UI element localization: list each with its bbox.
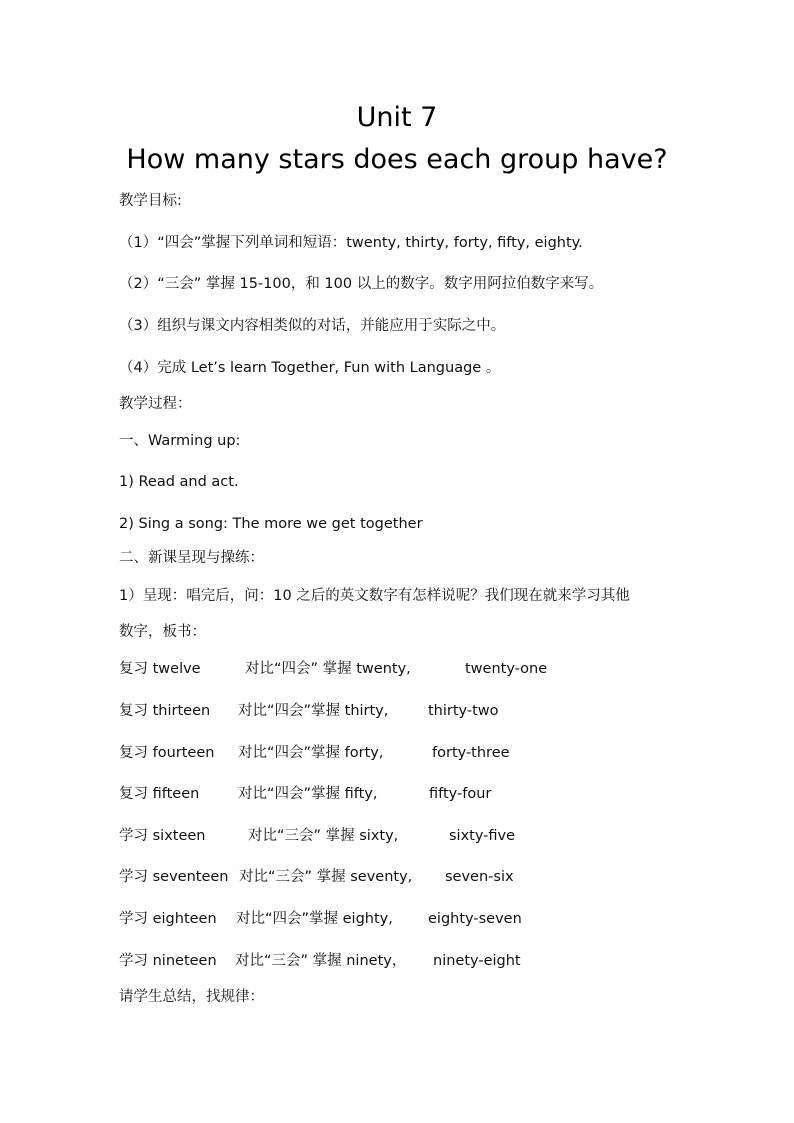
warmup-step: 2) Sing a song: The more we get together <box>119 516 423 532</box>
objective-item: （1）“四会”掌握下列单词和短语：twenty, thirty, forty, fifty, eighty. <box>119 235 583 251</box>
warmup-heading: 一、Warming up: <box>119 433 241 449</box>
board-compare-word: 对比“四会”掌握 fifty, <box>238 786 378 802</box>
board-compare-word: 对比“三会” 掌握 ninety， <box>235 953 407 969</box>
board-compound-number: thirty-two <box>428 703 499 719</box>
board-compound-number: ninety-eight <box>433 953 521 969</box>
board-review-word: 复习 twelve <box>119 661 201 677</box>
board-review-word: 复习 thirteen <box>119 703 211 719</box>
board-review-word: 复习 fifteen <box>119 786 200 802</box>
presentation-paragraph: 数字，板书： <box>119 624 206 640</box>
board-compound-number: forty-three <box>432 745 510 761</box>
objective-item: （4）完成 Let’s learn Together, Fun with Language 。 <box>119 360 501 376</box>
objectives-heading: 教学目标: <box>119 193 182 209</box>
board-compound-number: sixty-five <box>449 828 516 844</box>
board-learn-word: 学习 nineteen <box>119 953 217 969</box>
board-compare-word: 对比“四会”掌握 forty, <box>238 745 384 761</box>
board-compare-word: 对比“三会” 掌握 sixty, <box>248 828 399 844</box>
board-learn-word: 学习 eighteen <box>119 911 217 927</box>
board-compare-word: 对比“四会” 掌握 twenty, <box>245 661 411 677</box>
board-compare-word: 对比“三会” 掌握 seventy, <box>239 869 413 885</box>
objective-item: （2）“三会” 掌握 15-100，和 100 以上的数字。数字用阿拉伯数字来写。 <box>119 276 604 292</box>
board-compare-word: 对比“四会”掌握 thirty, <box>238 703 389 719</box>
lesson-title: How many stars does each group have? <box>126 144 668 175</box>
board-learn-word: 学习 sixteen <box>119 828 206 844</box>
board-learn-word: 学习 seventeen <box>119 869 229 885</box>
unit-title: Unit 7 <box>356 102 438 133</box>
board-compound-number: seven-six <box>445 869 514 885</box>
board-compare-word: 对比“四会”掌握 eighty, <box>236 911 393 927</box>
summary-prompt: 请学生总结，找规律： <box>119 989 264 1005</box>
process-heading: 教学过程： <box>119 396 192 412</box>
presentation-paragraph: 1）呈现：唱完后，问：10 之后的英文数字有怎样说呢？我们现在就来学习其他 <box>119 588 630 604</box>
board-compound-number: twenty-one <box>465 661 548 677</box>
objective-item: （3）组织与课文内容相类似的对话，并能应用于实际之中。 <box>119 318 506 334</box>
board-review-word: 复习 fourteen <box>119 745 215 761</box>
board-compound-number: eighty-seven <box>428 911 522 927</box>
warmup-step: 1) Read and act. <box>119 474 239 490</box>
presentation-heading: 二、新课呈现与操练： <box>119 550 264 566</box>
board-compound-number: fifty-four <box>429 786 492 802</box>
